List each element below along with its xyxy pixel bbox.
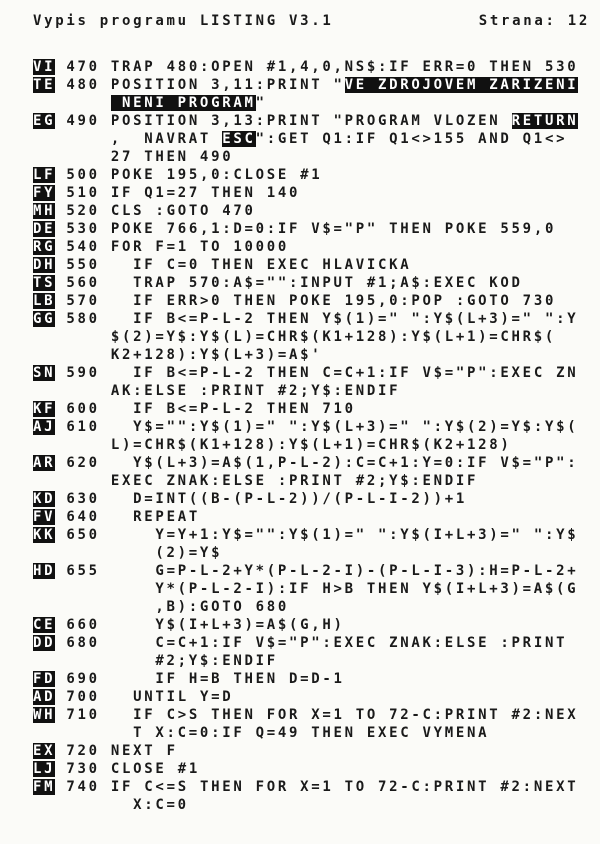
checksum-badge: RG <box>33 239 56 255</box>
code-text: Y=Y+1:Y$="":Y$(1)=" ":Y$(I+L+3)=" ":Y$ <box>110 527 579 543</box>
code-text: IF C<=S THEN FOR X=1 TO 72-C:PRINT #2:NEXT <box>110 779 579 795</box>
checksum-badge: FM <box>33 779 56 795</box>
listing-row: KF 600 IF B<=P-L-2 THEN 710 <box>33 401 356 417</box>
listing-title: Vypis programu LISTING V3.1 <box>33 13 334 29</box>
code-text: K2+128):Y$(L+3)=A$' <box>110 347 323 363</box>
checksum-badge: TE <box>33 77 56 93</box>
code-text: , NAVRAT <box>110 131 223 147</box>
listing-row: EX 720 NEXT F <box>33 743 178 759</box>
inverse-text: VE ZDROJOVEM ZARIZENI <box>344 77 579 93</box>
listing-row: TS 560 TRAP 570:A$="":INPUT #1;A$:EXEC KOD <box>33 275 523 291</box>
listing-row: LB 570 IF ERR>0 THEN POKE 195,0:POP :GOTO 730 <box>33 293 557 309</box>
checksum-badge: EG <box>33 113 56 129</box>
listing-row-continuation <box>33 346 600 364</box>
code-text: G=P-L-2+Y*(P-L-2-I)-(P-L-I-3):H=P-L-2+ <box>110 563 579 579</box>
listing-row-continuation <box>33 796 600 814</box>
listing-row: CE 660 Y$(I+L+3)=A$(G,H) <box>33 617 345 633</box>
code-text: #2;Y$:ENDIF <box>110 653 278 669</box>
checksum-badge: GG <box>33 311 56 327</box>
listing-row: FD 690 IF H=B THEN D=D-1 <box>33 671 345 687</box>
code-text: $(2)=Y$:Y$(L)=CHR$(K1+128):Y$(L+1)=CHR$( <box>110 329 557 345</box>
code-text: TRAP 480:OPEN #1,4,0,NS$:IF ERR=0 THEN 530 <box>110 59 579 75</box>
listing-row-continuation <box>33 580 600 598</box>
code-text: 27 THEN 490 <box>110 149 234 165</box>
listing-row-continuation <box>33 130 600 148</box>
inverse-text: NENI PROGRAM <box>110 95 256 111</box>
code-text: UNTIL Y=D <box>110 689 234 705</box>
listing-row: FY 510 IF Q1=27 THEN 140 <box>33 185 301 201</box>
listing-row-continuation <box>33 328 600 346</box>
listing-row-continuation <box>33 598 600 616</box>
code-text: IF B<=P-L-2 THEN C=C+1:IF V$="P":EXEC ZN <box>110 365 579 381</box>
listing-row: AD 700 UNTIL Y=D <box>33 689 234 705</box>
checksum-badge: FV <box>33 509 56 525</box>
code-text: ":GET Q1:IF Q1<>155 AND Q1<> <box>255 131 568 147</box>
code-text: Y$="":Y$(1)=" ":Y$(L+3)=" ":Y$(2)=Y$:Y$( <box>110 419 579 435</box>
checksum-badge: VI <box>33 59 56 75</box>
checksum-badge: SN <box>33 365 56 381</box>
checksum-badge: AR <box>33 455 56 471</box>
code-text: IF C>S THEN FOR X=1 TO 72-C:PRINT #2:NEX <box>110 707 579 723</box>
code-text: AK:ELSE :PRINT #2;Y$:ENDIF <box>110 383 401 399</box>
checksum-badge: WH <box>33 707 56 723</box>
listing-row: TE 480 POSITION 3,11:PRINT "VE ZDROJOVEM ZARIZENI <box>33 77 579 93</box>
listing-row: AR 620 Y$(L+3)=A$(1,P-L-2):C=C+1:Y=0:IF V$="P": <box>33 455 579 471</box>
listing-row: WH 710 IF C>S THEN FOR X=1 TO 72-C:PRINT #2:NEX <box>33 707 579 723</box>
code-text: ,B):GOTO 680 <box>110 599 289 615</box>
listing-row: HD 655 G=P-L-2+Y*(P-L-2-I)-(P-L-I-3):H=P-L-2+ <box>33 563 579 579</box>
page-number: Strana: 12 <box>478 13 590 29</box>
code-text: Y*(P-L-2-I):IF H>B THEN Y$(I+L+3)=A$(G <box>110 581 579 597</box>
code-text: POKE 195,0:CLOSE #1 <box>110 167 323 183</box>
code-text: IF Q1=27 THEN 140 <box>110 185 301 201</box>
checksum-badge: LJ <box>33 761 56 777</box>
checksum-badge: MH <box>33 203 56 219</box>
listing-row: KD 630 D=INT((B-(P-L-2))/(P-L-I-2))+1 <box>33 491 468 507</box>
listing-row: MH 520 CLS :GOTO 470 <box>33 203 256 219</box>
inverse-text: RETURN <box>511 113 579 129</box>
listing-row: AJ 610 Y$="":Y$(1)=" ":Y$(L+3)=" ":Y$(2)=Y$:Y$( <box>33 419 579 435</box>
inverse-text: ESC <box>222 131 256 147</box>
code-text: TRAP 570:A$="":INPUT #1;A$:EXEC KOD <box>110 275 523 291</box>
listing-row-continuation <box>33 148 600 166</box>
code-text: Y$(L+3)=A$(1,P-L-2):C=C+1:Y=0:IF V$="P": <box>110 455 579 471</box>
code-text: X:C=0 <box>110 797 189 813</box>
listing-row: GG 580 IF B<=P-L-2 THEN Y$(1)=" ":Y$(L+3)=" ":Y <box>33 311 579 327</box>
listing-row: DH 550 IF C=0 THEN EXEC HLAVICKA <box>33 257 412 273</box>
listing-row-continuation <box>33 652 600 670</box>
program-listing <box>33 58 600 814</box>
listing-row: LJ 730 CLOSE #1 <box>33 761 200 777</box>
checksum-badge: FY <box>33 185 56 201</box>
checksum-badge: CE <box>33 617 56 633</box>
listing-row: LF 500 POKE 195,0:CLOSE #1 <box>33 167 323 183</box>
code-text: (2)=Y$ <box>110 545 223 561</box>
page-header <box>33 12 590 30</box>
listing-row: DE 530 POKE 766,1:D=0:IF V$="P" THEN POKE 559,0 <box>33 221 557 237</box>
listing-row-continuation <box>33 94 600 112</box>
code-text: Y$(I+L+3)=A$(G,H) <box>110 617 345 633</box>
listing-row-continuation <box>33 472 600 490</box>
checksum-badge: TS <box>33 275 56 291</box>
checksum-badge: EX <box>33 743 56 759</box>
checksum-badge: AJ <box>33 419 56 435</box>
checksum-badge: KF <box>33 401 56 417</box>
listing-row-continuation <box>33 436 600 454</box>
listing-row: VI 470 TRAP 480:OPEN #1,4,0,NS$:IF ERR=0 THEN 530 <box>33 59 579 75</box>
code-text: IF B<=P-L-2 THEN Y$(1)=" ":Y$(L+3)=" ":Y <box>110 311 579 327</box>
listing-row: EG 490 POSITION 3,13:PRINT "PROGRAM VLOZEN RETURN <box>33 113 579 129</box>
checksum-badge: LF <box>33 167 56 183</box>
code-text: POSITION 3,11:PRINT " <box>110 77 345 93</box>
code-text: D=INT((B-(P-L-2))/(P-L-I-2))+1 <box>110 491 468 507</box>
code-text: EXEC ZNAK:ELSE :PRINT #2;Y$:ENDIF <box>110 473 479 489</box>
code-text: POKE 766,1:D=0:IF V$="P" THEN POKE 559,0 <box>110 221 557 237</box>
code-text: NEXT F <box>110 743 178 759</box>
listing-row: FV 640 REPEAT <box>33 509 200 525</box>
checksum-badge: LB <box>33 293 56 309</box>
code-text: T X:C=0:IF Q=49 THEN EXEC VYMENA <box>110 725 490 741</box>
checksum-badge: DH <box>33 257 56 273</box>
checksum-badge: FD <box>33 671 56 687</box>
code-text: IF ERR>0 THEN POKE 195,0:POP :GOTO 730 <box>110 293 557 309</box>
listing-row-continuation <box>33 544 600 562</box>
code-text: FOR F=1 TO 10000 <box>110 239 289 255</box>
code-text: CLS :GOTO 470 <box>110 203 256 219</box>
listing-row-continuation <box>33 724 600 742</box>
listing-row: KK 650 Y=Y+1:Y$="":Y$(1)=" ":Y$(I+L+3)=" ":Y$ <box>33 527 579 543</box>
code-text: IF B<=P-L-2 THEN 710 <box>110 401 356 417</box>
checksum-badge: DD <box>33 635 56 651</box>
code-text: C=C+1:IF V$="P":EXEC ZNAK:ELSE :PRINT <box>110 635 568 651</box>
code-text: REPEAT <box>110 509 200 525</box>
checksum-badge: DE <box>33 221 56 237</box>
checksum-badge: HD <box>33 563 56 579</box>
checksum-badge: KK <box>33 527 56 543</box>
listing-row-continuation <box>33 382 600 400</box>
listing-row: RG 540 FOR F=1 TO 10000 <box>33 239 289 255</box>
code-text: POSITION 3,13:PRINT "PROGRAM VLOZEN <box>110 113 512 129</box>
code-text: " <box>255 95 267 111</box>
listing-row: SN 590 IF B<=P-L-2 THEN C=C+1:IF V$="P":EXEC ZN <box>33 365 579 381</box>
code-text: CLOSE #1 <box>110 761 200 777</box>
code-text: IF H=B THEN D=D-1 <box>110 671 345 687</box>
listing-row: DD 680 C=C+1:IF V$="P":EXEC ZNAK:ELSE :PRINT <box>33 635 568 651</box>
code-text: IF C=0 THEN EXEC HLAVICKA <box>110 257 412 273</box>
checksum-badge: KD <box>33 491 56 507</box>
listing-row: FM 740 IF C<=S THEN FOR X=1 TO 72-C:PRINT #2:NEXT <box>33 779 579 795</box>
code-text: L)=CHR$(K1+128):Y$(L+1)=CHR$(K2+128) <box>110 437 512 453</box>
checksum-badge: AD <box>33 689 56 705</box>
